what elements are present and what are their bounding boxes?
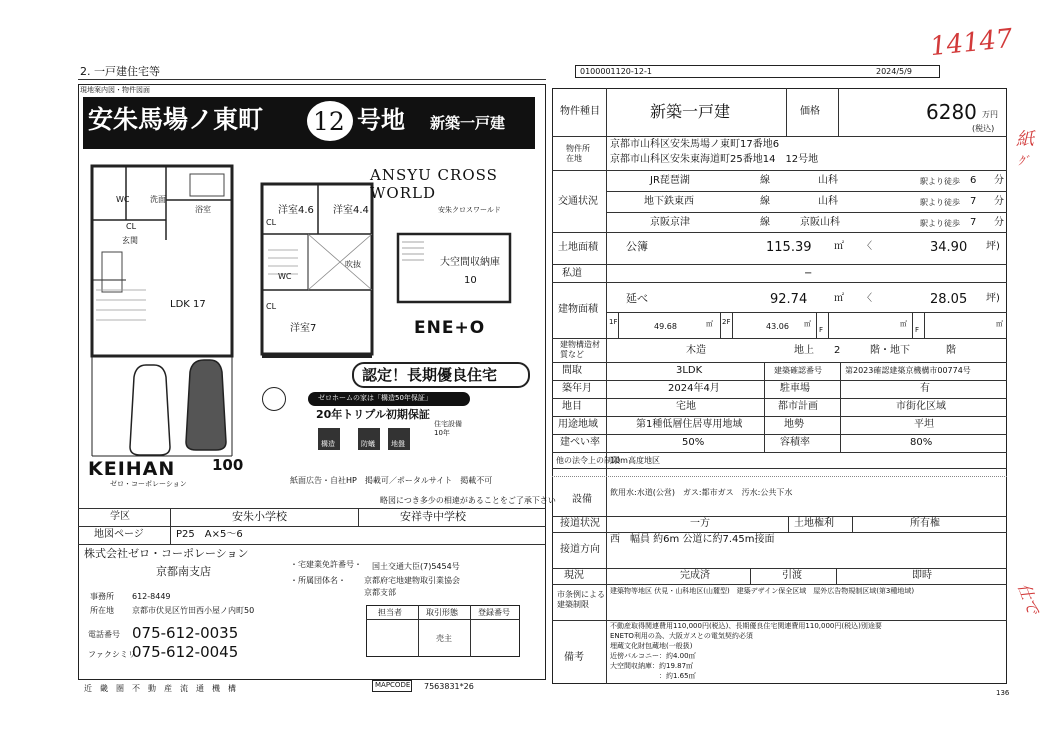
floor2-value: 43.06 <box>766 322 789 331</box>
land-kind: 公簿 <box>626 240 648 253</box>
room-wc1: WC <box>116 195 130 204</box>
traffic-line-2: 地下鉄東西 <box>644 196 694 207</box>
traffic-walk-2: 駅より徒歩 <box>920 198 960 207</box>
struct-value: 木造 <box>686 345 706 356</box>
room-cl1: CL <box>126 222 137 231</box>
contact-label: 接道状況 <box>560 518 600 529</box>
bldg-open: 〈 <box>862 293 872 304</box>
traffic-min-2: 7 <box>970 196 977 207</box>
remark-5: 大空間収納庫：約19.87㎡ <box>610 662 694 670</box>
assoc-value: 京都府宅地建物取引業協会 <box>364 576 460 585</box>
layout-label: 間取 <box>562 365 582 376</box>
handwritten-mark: ｸﾞ <box>1018 154 1031 168</box>
nintei-text: 認定！長期優良住宅 <box>362 366 498 384</box>
price-label: 価格 <box>800 106 820 117</box>
map-label: 地図ページ <box>94 529 144 540</box>
tel-value: 075-612-0035 <box>132 624 239 642</box>
approx-note: 略図につき多少の相違があることをご了承下さい <box>380 496 556 505</box>
law-label: 他の法令上の制限 <box>556 456 620 465</box>
status-label: 現況 <box>564 570 584 581</box>
status-value: 完成済 <box>680 570 710 581</box>
land-tsubo: 34.90 <box>930 240 968 255</box>
tel-label: 電話番号 <box>88 630 120 639</box>
page-number: 136 <box>996 689 1010 697</box>
room-washroom: 洗面 <box>150 195 166 204</box>
floor2-unit: ㎡ <box>804 320 811 328</box>
room-storage-size: 10 <box>464 275 477 286</box>
traffic-sen-3: 線 <box>760 217 770 228</box>
map-value: P25 A×5〜6 <box>176 529 243 540</box>
handwritten-number: 14147 <box>928 23 1015 63</box>
bldg-kind: 延べ <box>626 292 648 305</box>
floors-label: 階・地下 <box>870 345 910 356</box>
title-tag: 新築一戸建 <box>430 114 506 132</box>
bldg-tsubo: 28.05 <box>930 292 968 307</box>
land-m2-unit: ㎡ <box>834 241 844 252</box>
remark-3: 埋蔵文化財包蔵地(一般扱) <box>610 642 693 650</box>
fax-label: ファクシミリ <box>88 650 136 659</box>
license-value: 国土交通大臣(7)5454号 <box>372 562 460 571</box>
room-ldk: LDK 17 <box>170 299 206 310</box>
traffic-station-1: 山科 <box>818 175 838 186</box>
land-label: 土地面積 <box>558 242 598 253</box>
room-cl3: CL <box>266 302 277 311</box>
remark-4: 近傍バルコニー：約4.00㎡ <box>610 652 696 660</box>
room-hall: 吹抜 <box>345 260 361 269</box>
plan-label: 都市計画 <box>778 401 818 412</box>
bldg-m2: 92.74 <box>770 292 808 307</box>
far-label: 容積率 <box>780 437 810 448</box>
warranty-item-3: 地盤 <box>391 440 405 448</box>
price-value: 6280 <box>926 100 977 124</box>
traffic-min-3: 7 <box>970 217 977 228</box>
keihan-logo: KEIHAN <box>88 458 176 480</box>
struct-label: 建物構造材質など <box>560 340 600 359</box>
company-name: 株式会社ゼロ・コーポレーション <box>84 547 249 560</box>
room-west46: 洋室4.6 <box>278 205 314 216</box>
zone-value: 第1種低層住居専用地域 <box>636 419 743 430</box>
fax-value: 075-612-0045 <box>132 643 239 661</box>
document-code: 0100001120-12-1 <box>580 67 652 76</box>
direction-value: 西 幅員 約6m 公道に約7.45m接面 <box>610 534 775 545</box>
zero-corp-logo: ゼロ・コーポレーション <box>110 480 187 488</box>
room-cl2: CL <box>266 218 277 227</box>
bldg-label: 建物面積 <box>558 304 598 315</box>
room-storage: 大空間収納庫 <box>440 257 500 268</box>
far-value: 80% <box>910 437 933 448</box>
land-m2: 115.39 <box>766 240 812 255</box>
cert-label: 建築確認番号 <box>774 366 822 375</box>
media-note: 紙面広告・自社HP 掲載可／ポータルサイト 掲載不可 <box>290 476 493 485</box>
built-label: 築年月 <box>562 383 592 394</box>
handover-label: 引渡 <box>782 570 802 581</box>
assoc-label: ・所属団体名・ <box>290 576 346 585</box>
facility-label: 設備 <box>572 494 592 505</box>
above-num: 2 <box>834 345 841 356</box>
bcr-label: 建ぺい率 <box>560 437 600 448</box>
remark-6: ：約1.65㎡ <box>610 672 696 680</box>
landright-label: 土地権利 <box>794 518 834 529</box>
brand-jp: 安朱クロスワールド <box>438 206 501 214</box>
staff-form: 取引形態 <box>426 608 458 617</box>
traffic-unit-1: 分 <box>994 175 1004 186</box>
floor3-unit: ㎡ <box>900 320 907 328</box>
school-label: 学区 <box>110 511 130 522</box>
office-label: 事務所 <box>90 592 114 601</box>
mapcode-label: MAPCODE <box>375 681 411 689</box>
city-label: 市条例による建築制限 <box>557 590 605 609</box>
office-zip: 612-8449 <box>132 592 171 601</box>
layout-value: 3LDK <box>676 365 703 376</box>
address-value: 京都市伏見区竹田西小屋ノ内町50 <box>132 606 255 615</box>
section-title: 2. 一戸建住宅等 <box>80 65 160 78</box>
parking-label: 駐車場 <box>780 383 810 394</box>
direction-label: 接道方向 <box>560 544 600 555</box>
traffic-line-3: 京阪京津 <box>650 217 690 228</box>
room-west44: 洋室4.4 <box>333 205 369 216</box>
document-date: 2024/5/9 <box>876 67 912 76</box>
handwritten-note-bottom: 仕で <box>1014 580 1043 618</box>
company-branch: 京都南支店 <box>156 565 211 578</box>
traffic-line-1: JR琵琶湖 <box>650 175 690 186</box>
law-value: 10m高度地区 <box>610 456 660 465</box>
flyer-caption: 現地案内図・物件図面 <box>80 86 150 94</box>
remark-1: 不動産取得関連費用110,000円(税込)、長期優良住宅関連費用110,000円(税込)別途要 <box>610 622 882 630</box>
terrain-label: 地勢 <box>784 419 804 430</box>
chimoku-value: 宅地 <box>676 401 696 412</box>
floor-unit: 階 <box>946 345 956 356</box>
floor3-label: F <box>819 326 824 334</box>
facility-value: 飲用水:水道(公営) ガス:都市ガス 汚水:公共下水 <box>610 488 793 497</box>
assoc-branch: 京都支部 <box>364 588 396 597</box>
traffic-walk-3: 駅より徒歩 <box>920 219 960 228</box>
chimoku-label: 地目 <box>562 401 582 412</box>
room-wc2: WC <box>278 272 292 281</box>
remark-2: ENETO利用の為、大阪ガスとの電気契約必須 <box>610 632 753 640</box>
address-label: 所在地 <box>90 606 114 615</box>
storage-plan <box>396 232 514 304</box>
staff-num: 登録番号 <box>478 608 510 617</box>
terrain-value: 平坦 <box>914 419 934 430</box>
type-value: 新築一戸建 <box>650 102 731 121</box>
lot-suffix: 号地 <box>357 105 405 134</box>
warranty-sub: 20年トリプル初期保証 <box>316 408 430 421</box>
handwritten-note-top: 紙 <box>1016 129 1034 150</box>
footer-org: 近 畿 圏 不 動 産 流 通 機 構 <box>84 684 236 693</box>
traffic-station-3: 京阪山科 <box>800 217 840 228</box>
floor1-unit: ㎡ <box>706 320 713 328</box>
loc-line1: 京都市山科区安朱馬場ノ東町17番地6 <box>610 139 780 150</box>
handover-value: 即時 <box>912 570 932 581</box>
staff-form-value: 売主 <box>436 634 452 643</box>
traffic-sen-1: 線 <box>760 175 770 186</box>
floorplan-1f <box>86 160 246 460</box>
floor4-unit: ㎡ <box>996 320 1003 328</box>
traffic-unit-3: 分 <box>994 217 1004 228</box>
plan-value: 市街化区域 <box>896 401 946 412</box>
private-label: 私道 <box>562 268 582 279</box>
landright-value: 所有権 <box>910 518 940 529</box>
warranty-item-1: 構造 <box>321 440 335 448</box>
flyer-title: 安朱馬場ノ東町 <box>88 105 264 134</box>
keihan-years: 100 <box>212 456 244 474</box>
land-tsubo-unit: 坪) <box>986 241 1000 252</box>
bldg-m2-unit: ㎡ <box>834 293 844 304</box>
private-value: − <box>804 268 813 279</box>
traffic-walk-1: 駅より徒歩 <box>920 177 960 186</box>
floor4-label: F <box>915 326 920 334</box>
license-label: ・宅建業免許番号・ <box>290 560 362 569</box>
compass-icon <box>262 387 286 411</box>
warranty-item-2: 防蟻 <box>361 440 375 448</box>
contact-value: 一方 <box>690 518 710 529</box>
city-value: 建築物等地区 伏見・山科地区(山麓型) 建築デザイン保全区域 屋外広告物規制区域(第3種地域) <box>610 587 915 595</box>
loc-line2: 京都市山科区安朱東海道町25番地14 12号地 <box>610 154 819 165</box>
cert-value: 第2023確認建築京機構市00774号 <box>845 366 971 375</box>
built-value: 2024年4月 <box>668 383 720 394</box>
traffic-min-1: 6 <box>970 175 977 186</box>
traffic-unit-2: 分 <box>994 196 1004 207</box>
type-label: 物件種目 <box>560 106 600 117</box>
remarks-label: 備考 <box>564 652 584 663</box>
brand-en: ANSYU CROSS WORLD <box>370 166 498 202</box>
room-bath: 浴室 <box>195 205 211 214</box>
traffic-sen-2: 線 <box>760 196 770 207</box>
warranty-extra: 住宅設備10年 <box>434 420 462 437</box>
land-open: 〈 <box>862 241 872 252</box>
loc-label: 物件所在地 <box>566 144 590 163</box>
bcr-value: 50% <box>682 437 705 448</box>
floor1-value: 49.68 <box>654 322 677 331</box>
warranty-title: ゼロホームの家は「構造50年保証」 <box>318 394 432 402</box>
school-elementary: 安朱小学校 <box>232 510 287 523</box>
floor2-label: 2F <box>722 318 731 326</box>
price-tax: (税込) <box>972 124 995 133</box>
staff-person: 担当者 <box>378 608 402 617</box>
above-label: 地上 <box>794 345 814 356</box>
room-entrance: 玄関 <box>122 236 138 245</box>
school-junior: 安祥寺中学校 <box>400 510 466 523</box>
traffic-label: 交通状況 <box>558 196 598 207</box>
price-unit: 万円 <box>982 110 998 119</box>
parking-value: 有 <box>920 383 930 394</box>
traffic-station-2: 山科 <box>818 196 838 207</box>
room-west7: 洋室7 <box>290 323 317 334</box>
bldg-tsubo-unit: 坪) <box>986 293 1000 304</box>
lot-number: 12 <box>313 107 345 136</box>
floor1-label: 1F <box>609 318 618 326</box>
mapcode-value: 7563831*26 <box>424 682 474 691</box>
eneto-logo: ENE+O <box>414 318 486 338</box>
zone-label: 用途地域 <box>558 419 598 430</box>
